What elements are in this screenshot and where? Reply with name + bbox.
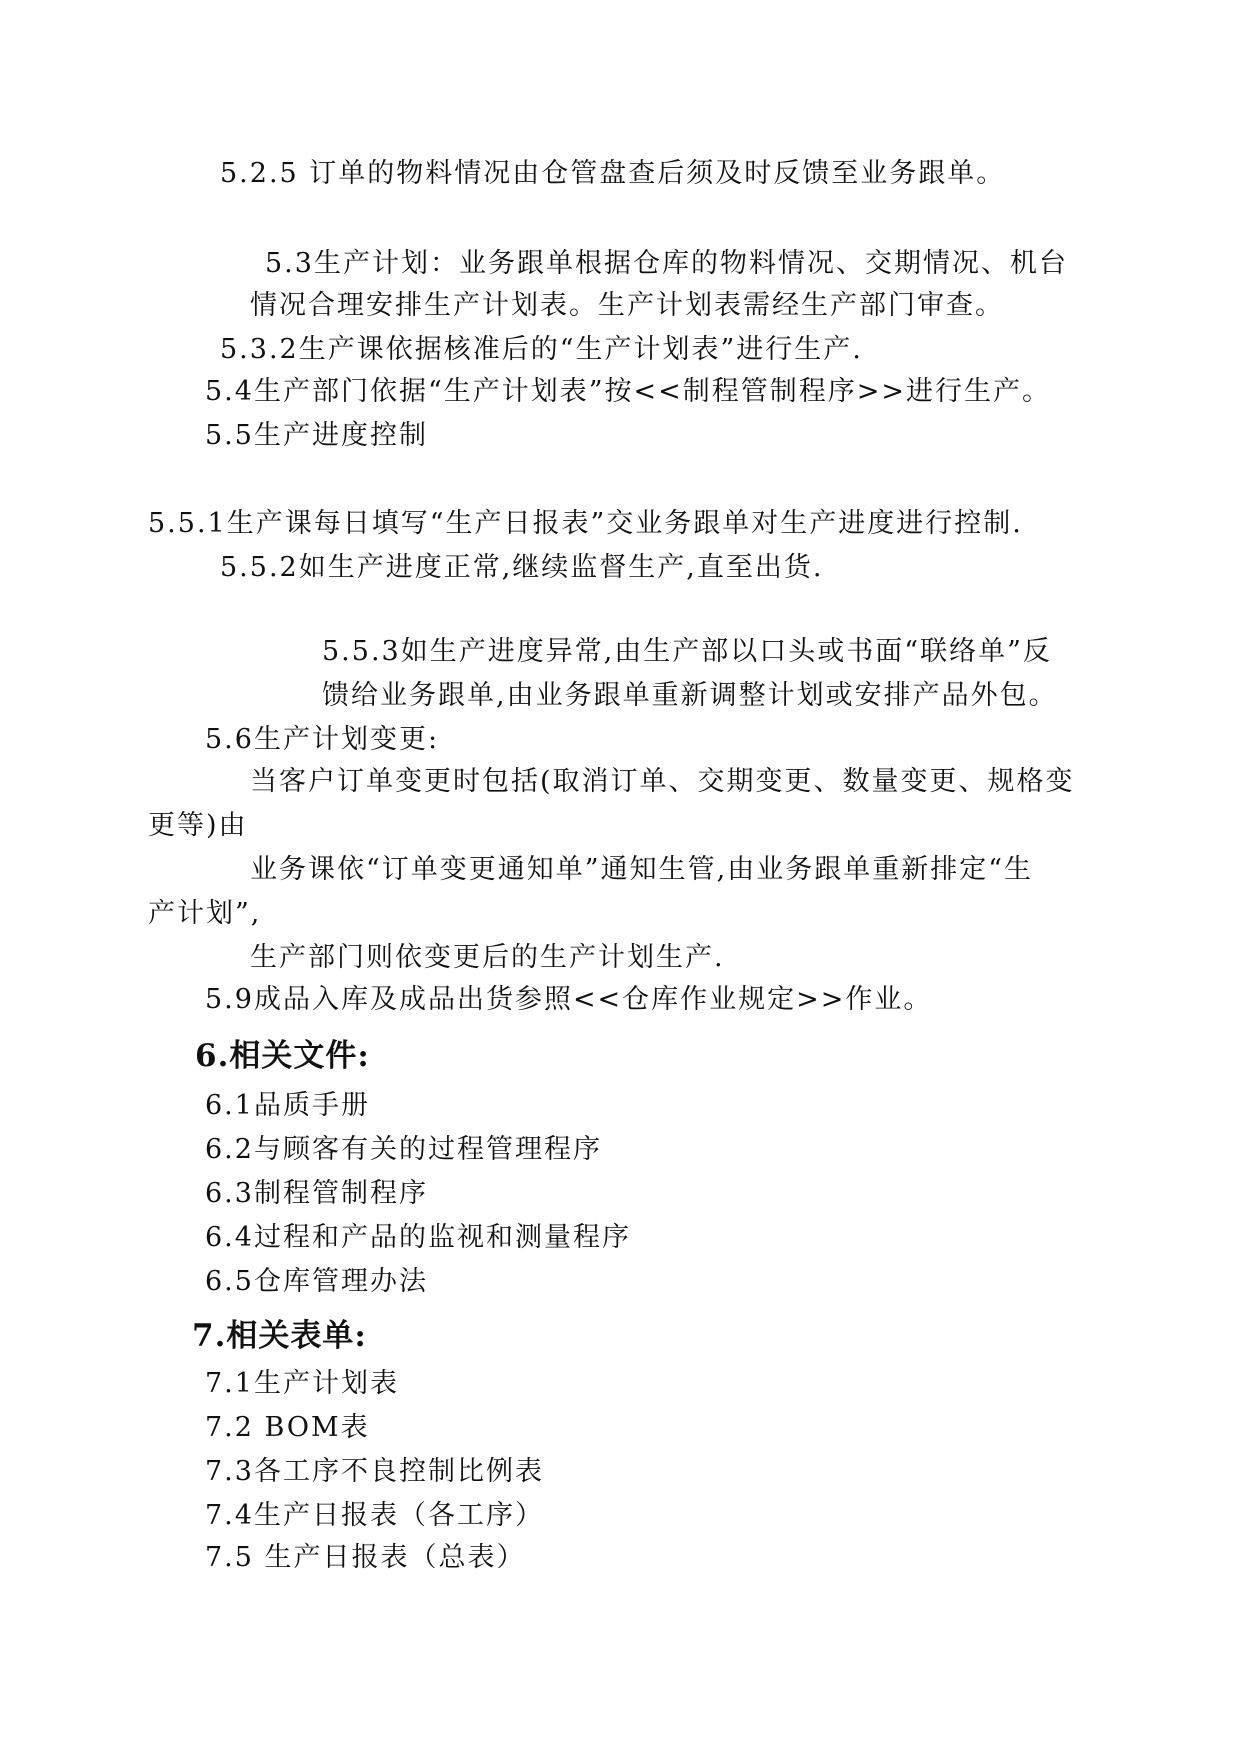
clause-5-3-line-2: 情况合理安排生产计划表。生产计划表需经生产部门审查。 [250, 290, 1004, 321]
related-form-item: 7.5 生产日报表（总表） [205, 1542, 526, 1573]
clause-5-4: 5.4生产部门依据“生产计划表”按<<制程管制程序>>进行生产。 [205, 376, 1052, 407]
related-form-item: 7.1生产计划表 [205, 1368, 399, 1399]
clause-5-5: 5.5生产进度控制 [205, 420, 428, 451]
related-form-item: 7.2 BOM表 [205, 1412, 370, 1443]
clause-5-6-text-3: 业务课依“订单变更通知单”通知生管,由业务跟单重新排定“生 [250, 854, 1033, 885]
related-doc-item: 6.3制程管制程序 [205, 1178, 428, 1209]
related-doc-item: 6.4过程和产品的监视和测量程序 [205, 1222, 631, 1253]
clause-5-6: 5.6生产计划变更: [205, 724, 440, 755]
clause-5-3-2: 5.3.2生产课依据核准后的“生产计划表”进行生产. [220, 334, 863, 365]
clause-5-5-2: 5.5.2如生产进度正常,继续监督生产,直至出货. [220, 552, 824, 583]
clause-5-6-text-1: 当客户订单变更时包括(取消订单、交期变更、数量变更、规格变 [250, 766, 1075, 797]
related-doc-item: 6.1品质手册 [205, 1090, 370, 1121]
clause-5-9: 5.9成品入库及成品出货参照<<仓库作业规定>>作业。 [205, 984, 933, 1015]
clause-5-6-text-5: 生产部门则依变更后的生产计划生产. [250, 942, 725, 973]
clause-5-5-3-line-2: 馈给业务跟单,由业务跟单重新调整计划或安排产品外包。 [322, 680, 1058, 711]
clause-5-6-text-2: 更等)由 [148, 810, 248, 841]
clause-5-5-3-line-1: 5.5.3如生产进度异常,由生产部以口头或书面“联络单”反 [322, 636, 1052, 667]
clause-5-3-line-1: 5.3生产计划：业务跟单根据仓库的物料情况、交期情况、机台 [265, 248, 1068, 279]
clause-5-5-1: 5.5.1生产课每日填写“生产日报表”交业务跟单对生产进度进行控制. [148, 508, 1023, 539]
section-6-heading: 6.相关文件: [195, 1038, 370, 1074]
related-form-item: 7.4生产日报表（各工序） [205, 1500, 544, 1531]
section-7-heading: 7.相关表单: [192, 1318, 367, 1354]
related-form-item: 7.3各工序不良控制比例表 [205, 1456, 544, 1487]
related-doc-item: 6.5仓库管理办法 [205, 1266, 428, 1297]
related-doc-item: 6.2与顾客有关的过程管理程序 [205, 1134, 602, 1165]
clause-5-6-text-4: 产计划”, [148, 898, 262, 929]
clause-5-2-5: 5.2.5 订单的物料情况由仓管盘查后须及时反馈至业务跟单。 [220, 158, 1006, 189]
